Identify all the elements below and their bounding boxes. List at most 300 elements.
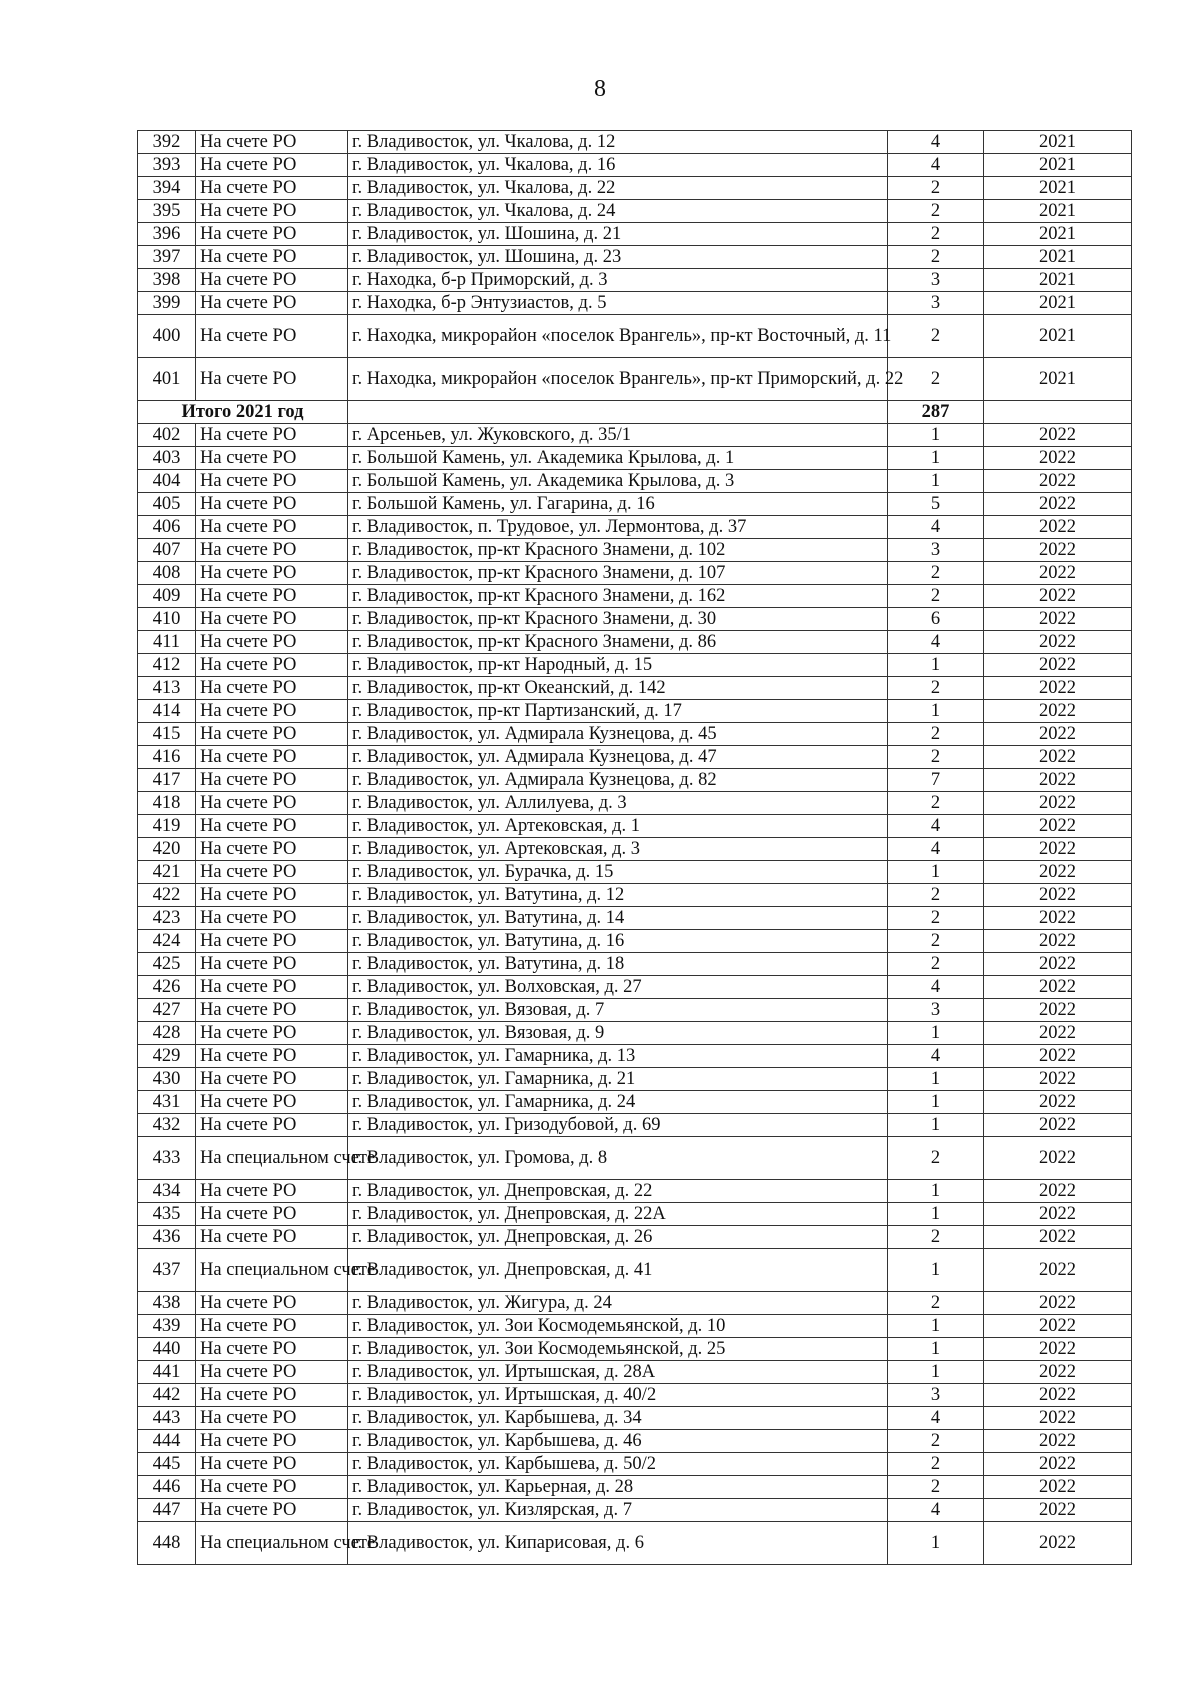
address: г. Владивосток, ул. Карбышева, д. 50/2: [348, 1453, 888, 1476]
year: 2021: [984, 177, 1132, 200]
year: 2022: [984, 1384, 1132, 1407]
table-row: [138, 539, 1132, 562]
year: 2022: [984, 1022, 1132, 1045]
account-type: На счете РО: [196, 358, 348, 401]
item-count: 6: [888, 608, 984, 631]
item-count: 2: [888, 223, 984, 246]
address: г. Владивосток, ул. Бурачка, д. 15: [348, 861, 888, 884]
year: 2022: [984, 608, 1132, 631]
row-number: 431: [138, 1091, 196, 1114]
year: 2021: [984, 358, 1132, 401]
row-number: 401: [138, 358, 196, 401]
address: г. Владивосток, ул. Днепровская, д. 41: [348, 1249, 888, 1292]
address: г. Владивосток, ул. Гамарника, д. 24: [348, 1091, 888, 1114]
year: 2021: [984, 223, 1132, 246]
year: 2022: [984, 1091, 1132, 1114]
row-number: 435: [138, 1203, 196, 1226]
year: 2022: [984, 1338, 1132, 1361]
table-row: [138, 1226, 1132, 1249]
address: г. Находка, б-р Энтузиастов, д. 5: [348, 292, 888, 315]
account-type: На счете РО: [196, 516, 348, 539]
table-body: [138, 131, 1132, 1565]
account-type: На счете РО: [196, 269, 348, 292]
account-type: На счете РО: [196, 792, 348, 815]
account-type: На счете РО: [196, 447, 348, 470]
account-type: На счете РО: [196, 585, 348, 608]
item-count: 2: [888, 200, 984, 223]
row-number: 426: [138, 976, 196, 999]
row-number: 419: [138, 815, 196, 838]
table-row: [138, 930, 1132, 953]
row-number: 412: [138, 654, 196, 677]
table-row: [138, 1315, 1132, 1338]
account-type: На счете РО: [196, 470, 348, 493]
address: г. Владивосток, ул. Иртышская, д. 28А: [348, 1361, 888, 1384]
total-label: Итого 2021 год: [138, 401, 348, 424]
table-row: [138, 999, 1132, 1022]
item-count: 5: [888, 493, 984, 516]
item-count: 4: [888, 838, 984, 861]
account-type: На счете РО: [196, 1292, 348, 1315]
row-number: 406: [138, 516, 196, 539]
row-number: 409: [138, 585, 196, 608]
item-count: 4: [888, 1407, 984, 1430]
table-row: [138, 1091, 1132, 1114]
year: 2022: [984, 1453, 1132, 1476]
year: 2022: [984, 838, 1132, 861]
table-row: [138, 1045, 1132, 1068]
account-type: На счете РО: [196, 723, 348, 746]
address: г. Большой Камень, ул. Академика Крылова, д. 1: [348, 447, 888, 470]
row-number: 439: [138, 1315, 196, 1338]
table-row: [138, 861, 1132, 884]
year: 2022: [984, 976, 1132, 999]
address: г. Владивосток, ул. Гамарника, д. 21: [348, 1068, 888, 1091]
table-row: [138, 723, 1132, 746]
address: г. Владивосток, ул. Гризодубовой, д. 69: [348, 1114, 888, 1137]
year: 2022: [984, 1203, 1132, 1226]
address: г. Владивосток, ул. Ватутина, д. 18: [348, 953, 888, 976]
year: 2022: [984, 884, 1132, 907]
row-number: 427: [138, 999, 196, 1022]
account-type: На счете РО: [196, 1407, 348, 1430]
row-number: 444: [138, 1430, 196, 1453]
item-count: 2: [888, 246, 984, 269]
item-count: 2: [888, 1476, 984, 1499]
item-count: 3: [888, 539, 984, 562]
year: 2022: [984, 562, 1132, 585]
year: 2022: [984, 953, 1132, 976]
table-row: [138, 131, 1132, 154]
address: г. Владивосток, ул. Артековская, д. 1: [348, 815, 888, 838]
year: 2022: [984, 1292, 1132, 1315]
item-count: 3: [888, 1384, 984, 1407]
account-type: На счете РО: [196, 1430, 348, 1453]
item-count: 2: [888, 1226, 984, 1249]
account-type: На специальном счете: [196, 1249, 348, 1292]
table-row: [138, 953, 1132, 976]
row-number: 437: [138, 1249, 196, 1292]
table-row: [138, 746, 1132, 769]
row-number: 411: [138, 631, 196, 654]
account-type: На счете РО: [196, 424, 348, 447]
address: г. Владивосток, ул. Карьерная, д. 28: [348, 1476, 888, 1499]
row-number: 413: [138, 677, 196, 700]
account-type: На счете РО: [196, 1203, 348, 1226]
address: г. Владивосток, ул. Адмирала Кузнецова, д. 45: [348, 723, 888, 746]
table-row: [138, 562, 1132, 585]
year: 2022: [984, 1407, 1132, 1430]
account-type: На счете РО: [196, 1180, 348, 1203]
account-type: На счете РО: [196, 1499, 348, 1522]
item-count: 2: [888, 1430, 984, 1453]
total-empty-cell: [984, 401, 1132, 424]
account-type: На счете РО: [196, 769, 348, 792]
account-type: На счете РО: [196, 177, 348, 200]
row-number: 395: [138, 200, 196, 223]
address: г. Владивосток, пр-кт Красного Знамени, д. 102: [348, 539, 888, 562]
row-number: 410: [138, 608, 196, 631]
row-number: 448: [138, 1522, 196, 1565]
table-row: [138, 200, 1132, 223]
table-row: [138, 631, 1132, 654]
item-count: 1: [888, 1249, 984, 1292]
address: г. Владивосток, ул. Аллилуева, д. 3: [348, 792, 888, 815]
item-count: 4: [888, 131, 984, 154]
year: 2022: [984, 769, 1132, 792]
year: 2021: [984, 200, 1132, 223]
table-row: [138, 677, 1132, 700]
address: г. Владивосток, ул. Кипарисовая, д. 6: [348, 1522, 888, 1565]
table-row: [138, 223, 1132, 246]
address: г. Владивосток, ул. Вязовая, д. 7: [348, 999, 888, 1022]
address: г. Владивосток, ул. Волховская, д. 27: [348, 976, 888, 999]
table-row: [138, 1068, 1132, 1091]
year-total-row: [138, 401, 1132, 424]
account-type: На счете РО: [196, 631, 348, 654]
row-number: 432: [138, 1114, 196, 1137]
account-type: На счете РО: [196, 315, 348, 358]
total-empty-cell: [348, 401, 888, 424]
year: 2022: [984, 585, 1132, 608]
table-row: [138, 1338, 1132, 1361]
address: г. Владивосток, ул. Ватутина, д. 16: [348, 930, 888, 953]
account-type: На счете РО: [196, 976, 348, 999]
row-number: 445: [138, 1453, 196, 1476]
account-type: На счете РО: [196, 200, 348, 223]
table-row: [138, 838, 1132, 861]
year: 2022: [984, 930, 1132, 953]
total-count: 287: [888, 401, 984, 424]
address: г. Владивосток, ул. Чкалова, д. 24: [348, 200, 888, 223]
table-row: [138, 792, 1132, 815]
year: 2022: [984, 470, 1132, 493]
address: г. Владивосток, ул. Кизлярская, д. 7: [348, 1499, 888, 1522]
row-number: 434: [138, 1180, 196, 1203]
year: 2022: [984, 631, 1132, 654]
address: г. Большой Камень, ул. Гагарина, д. 16: [348, 493, 888, 516]
year: 2022: [984, 1068, 1132, 1091]
account-type: На счете РО: [196, 907, 348, 930]
year: 2022: [984, 1045, 1132, 1068]
account-type: На счете РО: [196, 154, 348, 177]
address: г. Владивосток, пр-кт Океанский, д. 142: [348, 677, 888, 700]
item-count: 2: [888, 1453, 984, 1476]
table-row: [138, 1453, 1132, 1476]
address: г. Владивосток, п. Трудовое, ул. Лермонтова, д. 37: [348, 516, 888, 539]
address: г. Владивосток, пр-кт Партизанский, д. 17: [348, 700, 888, 723]
address: г. Владивосток, пр-кт Красного Знамени, д. 86: [348, 631, 888, 654]
address: г. Владивосток, ул. Адмирала Кузнецова, д. 82: [348, 769, 888, 792]
account-type: На счете РО: [196, 999, 348, 1022]
table-row: [138, 154, 1132, 177]
account-type: На счете РО: [196, 1361, 348, 1384]
item-count: 2: [888, 930, 984, 953]
address: г. Владивосток, ул. Карбышева, д. 34: [348, 1407, 888, 1430]
item-count: 1: [888, 424, 984, 447]
item-count: 4: [888, 1499, 984, 1522]
row-number: 415: [138, 723, 196, 746]
item-count: 2: [888, 884, 984, 907]
address: г. Владивосток, ул. Днепровская, д. 26: [348, 1226, 888, 1249]
item-count: 1: [888, 1203, 984, 1226]
account-type: На счете РО: [196, 1022, 348, 1045]
table-row: [138, 976, 1132, 999]
item-count: 2: [888, 677, 984, 700]
table-row: [138, 1522, 1132, 1565]
row-number: 443: [138, 1407, 196, 1430]
table-row: [138, 1249, 1132, 1292]
item-count: 4: [888, 516, 984, 539]
account-type: На счете РО: [196, 246, 348, 269]
table-row: [138, 447, 1132, 470]
item-count: 1: [888, 1068, 984, 1091]
row-number: 403: [138, 447, 196, 470]
row-number: 447: [138, 1499, 196, 1522]
table-row: [138, 470, 1132, 493]
address: г. Владивосток, пр-кт Народный, д. 15: [348, 654, 888, 677]
table-row: [138, 884, 1132, 907]
account-type: На счете РО: [196, 953, 348, 976]
table-row: [138, 1407, 1132, 1430]
row-number: 408: [138, 562, 196, 585]
row-number: 398: [138, 269, 196, 292]
item-count: 2: [888, 315, 984, 358]
address: г. Владивосток, ул. Гамарника, д. 13: [348, 1045, 888, 1068]
item-count: 2: [888, 177, 984, 200]
year: 2022: [984, 1361, 1132, 1384]
account-type: На счете РО: [196, 1091, 348, 1114]
address: г. Владивосток, ул. Зои Космодемьянской, д. 25: [348, 1338, 888, 1361]
row-number: 393: [138, 154, 196, 177]
item-count: 2: [888, 1137, 984, 1180]
account-type: На счете РО: [196, 700, 348, 723]
row-number: 402: [138, 424, 196, 447]
row-number: 404: [138, 470, 196, 493]
item-count: 2: [888, 1292, 984, 1315]
row-number: 405: [138, 493, 196, 516]
table-row: [138, 1292, 1132, 1315]
year: 2022: [984, 792, 1132, 815]
table-row: [138, 1361, 1132, 1384]
row-number: 418: [138, 792, 196, 815]
year: 2022: [984, 1249, 1132, 1292]
address: г. Владивосток, ул. Адмирала Кузнецова, д. 47: [348, 746, 888, 769]
row-number: 424: [138, 930, 196, 953]
address: г. Владивосток, ул. Громова, д. 8: [348, 1137, 888, 1180]
account-type: На счете РО: [196, 838, 348, 861]
item-count: 2: [888, 907, 984, 930]
year: 2022: [984, 424, 1132, 447]
address: г. Владивосток, ул. Чкалова, д. 12: [348, 131, 888, 154]
table-row: [138, 1499, 1132, 1522]
year: 2022: [984, 654, 1132, 677]
table-row: [138, 1384, 1132, 1407]
year: 2022: [984, 447, 1132, 470]
item-count: 1: [888, 447, 984, 470]
item-count: 2: [888, 723, 984, 746]
account-type: На счете РО: [196, 1384, 348, 1407]
item-count: 1: [888, 1361, 984, 1384]
address: г. Владивосток, пр-кт Красного Знамени, д. 30: [348, 608, 888, 631]
account-type: На счете РО: [196, 1315, 348, 1338]
repair-schedule-table: [137, 130, 1132, 1565]
row-number: 396: [138, 223, 196, 246]
account-type: На счете РО: [196, 292, 348, 315]
item-count: 1: [888, 1180, 984, 1203]
row-number: 429: [138, 1045, 196, 1068]
item-count: 1: [888, 700, 984, 723]
account-type: На счете РО: [196, 815, 348, 838]
item-count: 1: [888, 1315, 984, 1338]
account-type: На счете РО: [196, 223, 348, 246]
row-number: 416: [138, 746, 196, 769]
item-count: 2: [888, 562, 984, 585]
year: 2022: [984, 746, 1132, 769]
year: 2022: [984, 723, 1132, 746]
account-type: На счете РО: [196, 1045, 348, 1068]
year: 2021: [984, 292, 1132, 315]
account-type: На счете РО: [196, 1476, 348, 1499]
item-count: 1: [888, 861, 984, 884]
account-type: На счете РО: [196, 131, 348, 154]
row-number: 421: [138, 861, 196, 884]
year: 2022: [984, 1180, 1132, 1203]
account-type: На счете РО: [196, 1114, 348, 1137]
item-count: 1: [888, 1091, 984, 1114]
account-type: На счете РО: [196, 539, 348, 562]
account-type: На счете РО: [196, 654, 348, 677]
item-count: 2: [888, 585, 984, 608]
item-count: 4: [888, 815, 984, 838]
row-number: 392: [138, 131, 196, 154]
address: г. Арсеньев, ул. Жуковского, д. 35/1: [348, 424, 888, 447]
year: 2021: [984, 154, 1132, 177]
item-count: 2: [888, 746, 984, 769]
table-row: [138, 516, 1132, 539]
table-row: [138, 815, 1132, 838]
item-count: 1: [888, 1022, 984, 1045]
account-type: На счете РО: [196, 493, 348, 516]
address: г. Владивосток, ул. Иртышская, д. 40/2: [348, 1384, 888, 1407]
account-type: На счете РО: [196, 746, 348, 769]
address: г. Большой Камень, ул. Академика Крылова, д. 3: [348, 470, 888, 493]
address: г. Находка, микрорайон «поселок Врангель», пр-кт Восточный, д. 11: [348, 315, 888, 358]
row-number: 425: [138, 953, 196, 976]
address: г. Владивосток, ул. Чкалова, д. 22: [348, 177, 888, 200]
year: 2022: [984, 493, 1132, 516]
row-number: 423: [138, 907, 196, 930]
table-row: [138, 1476, 1132, 1499]
row-number: 414: [138, 700, 196, 723]
year: 2022: [984, 1114, 1132, 1137]
table-row: [138, 769, 1132, 792]
row-number: 420: [138, 838, 196, 861]
table-row: [138, 1430, 1132, 1453]
item-count: 2: [888, 358, 984, 401]
year: 2022: [984, 1476, 1132, 1499]
year: 2021: [984, 315, 1132, 358]
year: 2022: [984, 1522, 1132, 1565]
year: 2022: [984, 1226, 1132, 1249]
account-type: На счете РО: [196, 1226, 348, 1249]
year: 2022: [984, 999, 1132, 1022]
account-type: На счете РО: [196, 608, 348, 631]
item-count: 2: [888, 792, 984, 815]
year: 2022: [984, 677, 1132, 700]
year: 2022: [984, 1137, 1132, 1180]
table-row: [138, 585, 1132, 608]
address: г. Владивосток, ул. Карбышева, д. 46: [348, 1430, 888, 1453]
year: 2021: [984, 269, 1132, 292]
account-type: На счете РО: [196, 861, 348, 884]
address: г. Владивосток, ул. Жигура, д. 24: [348, 1292, 888, 1315]
row-number: 442: [138, 1384, 196, 1407]
table-row: [138, 424, 1132, 447]
item-count: 1: [888, 654, 984, 677]
table-row: [138, 292, 1132, 315]
table-row: [138, 493, 1132, 516]
address: г. Владивосток, ул. Днепровская, д. 22: [348, 1180, 888, 1203]
item-count: 1: [888, 1338, 984, 1361]
address: г. Владивосток, ул. Шошина, д. 21: [348, 223, 888, 246]
table-row: [138, 1180, 1132, 1203]
address: г. Владивосток, ул. Зои Космодемьянской, д. 10: [348, 1315, 888, 1338]
year: 2022: [984, 861, 1132, 884]
table-row: [138, 1022, 1132, 1045]
address: г. Владивосток, ул. Ватутина, д. 14: [348, 907, 888, 930]
year: 2022: [984, 516, 1132, 539]
table-row: [138, 654, 1132, 677]
item-count: 7: [888, 769, 984, 792]
year: 2022: [984, 1315, 1132, 1338]
year: 2021: [984, 131, 1132, 154]
table-row: [138, 608, 1132, 631]
year: 2022: [984, 907, 1132, 930]
address: г. Владивосток, пр-кт Красного Знамени, д. 162: [348, 585, 888, 608]
row-number: 417: [138, 769, 196, 792]
item-count: 3: [888, 269, 984, 292]
year: 2022: [984, 1499, 1132, 1522]
row-number: 397: [138, 246, 196, 269]
table-row: [138, 1137, 1132, 1180]
item-count: 4: [888, 976, 984, 999]
account-type: На специальном счете: [196, 1522, 348, 1565]
address: г. Находка, микрорайон «поселок Врангель», пр-кт Приморский, д. 22: [348, 358, 888, 401]
table-row: [138, 358, 1132, 401]
item-count: 4: [888, 1045, 984, 1068]
item-count: 1: [888, 1114, 984, 1137]
